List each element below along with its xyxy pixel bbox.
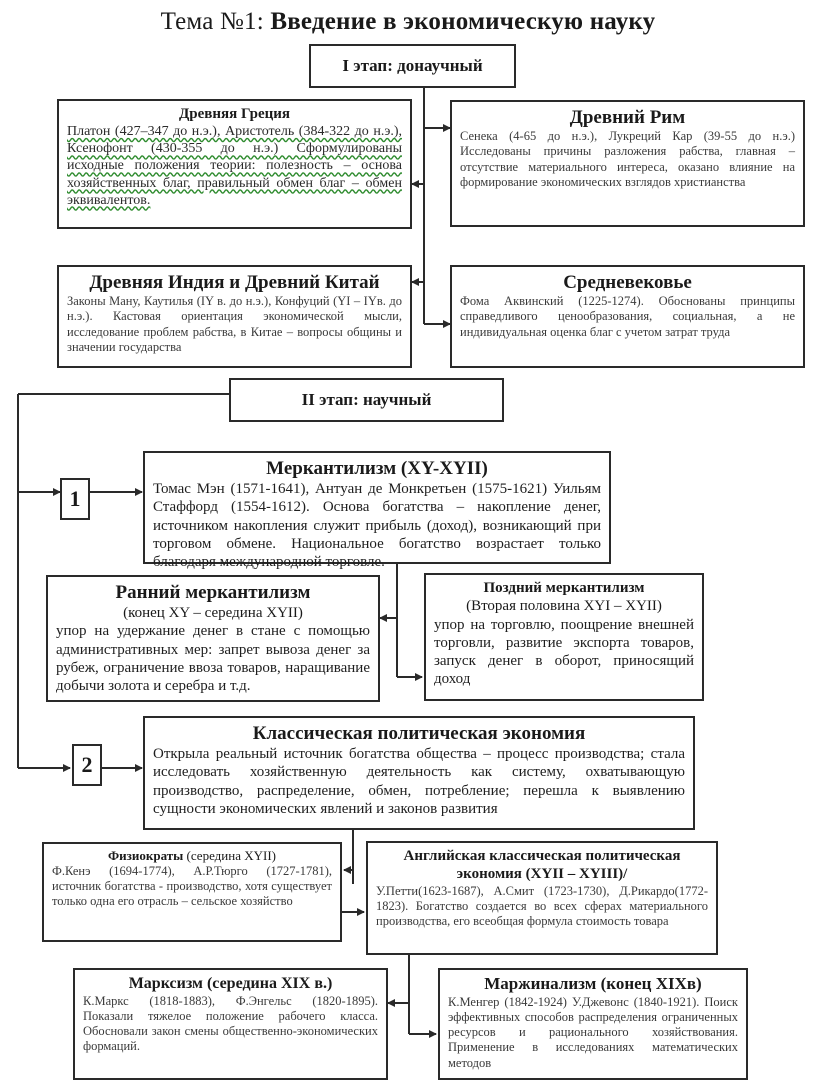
box-mercantilism bbox=[143, 451, 611, 571]
box-english-classical bbox=[366, 841, 718, 955]
marxism-text: К.Маркс (1818-1883), Ф.Энгельс (1820-1895). Показали тяжелое положение рабочего класса. Обосновали закон смены общественно-экономических формаций. bbox=[83, 993, 378, 1054]
physiocrats-text: Ф.Кенэ (1694-1774), А.Р.Тюрго (1727-1781), источник богатства - производство, хотя существует только одна его отрасль – сельское хозяйство bbox=[52, 863, 332, 909]
early-mercantilism-period: (конец XY – середина XYII) bbox=[123, 605, 303, 622]
classical-text: Открыла реальный источник богатства общества – процесс производства; стала исследовать хозяйственную деятельность как систему, охватывающую производство, распределение, обмен, потребление; перешла к выявлению сущности экономических явлений и законов развития bbox=[153, 746, 685, 818]
middle-ages-heading: Средневековье bbox=[563, 272, 692, 293]
english-classical-text: У.Петти(1623-1687), А.Смит (1723-1730), Д.Рикардо(1772-1823). Богатство создается во всех сферах материального производства, его всеобщая формула стоимость товара bbox=[376, 883, 708, 929]
box-middle-ages bbox=[450, 265, 805, 368]
box-physiocrats bbox=[42, 842, 342, 942]
stage-1-box bbox=[309, 44, 516, 88]
mercantilism-heading: Меркантилизм (XY-XYII) bbox=[266, 458, 488, 479]
box-marxism bbox=[73, 968, 388, 1080]
box-early-mercantilism bbox=[46, 575, 380, 702]
mercantilism-text: Томас Мэн (1571-1641), Антуан де Монкретьен (1575-1621) Уильям Стаффорд (1554-1612). Основа богатства – накопление денег, источником накопления служит прибыль (доход), возникающий при торговом обмене. Национальное богатство возрастает только благодаря международной торговле. bbox=[153, 481, 601, 571]
title-main: Введение в экономическую науку bbox=[270, 8, 656, 35]
middle-ages-text: Фома Аквинский (1225-1274). Обоснованы принципы справедливого ценообразования, социальная, а не индивидуальная оценка благ с учетом затрат труда bbox=[460, 294, 795, 339]
stage-2-box bbox=[229, 378, 504, 422]
india-china-text: Законы Ману, Каутилья (IY в. до н.э.), Конфуций (YI – IYв. до н.э.). Кастовая ориентация экономической мысли, исследование проблем рабства, в Китае – вопросы общины и значении государства bbox=[67, 294, 402, 354]
greece-text: Платон (427–347 до н.э.), Аристотель (384-322 до н.э.), Ксенофонт (430-355 до н.э.) Сформулированы исходные положения теории: полезность – основа хозяйственных благ, правильный обмен благ – обмен эквивалентов. bbox=[67, 124, 402, 208]
box-late-mercantilism bbox=[424, 573, 704, 701]
box-classical-political-economy bbox=[143, 716, 695, 830]
marker-1: 1 bbox=[60, 478, 90, 520]
box-marginalism bbox=[438, 968, 748, 1080]
page-title bbox=[0, 8, 816, 36]
title-prefix: Тема №1: bbox=[160, 8, 271, 35]
late-mercantilism-period: (Вторая половина XYI – XYII) bbox=[466, 598, 662, 615]
marker-2: 2 bbox=[72, 744, 102, 786]
marxism-heading: Марксизм (середина XIX в.) bbox=[128, 975, 333, 992]
classical-heading: Классическая политическая экономия bbox=[252, 723, 586, 744]
rome-heading: Древний Рим bbox=[569, 107, 686, 128]
box-ancient-greece bbox=[57, 99, 412, 229]
rome-text: Сенека (4-65 до н.э.), Лукреций Кар (39-55 до н.э.) Исследованы причины разложения рабства, главная – отсутствие материального интереса, оказано влияние на формирование экономических взглядов христианства bbox=[460, 129, 795, 189]
marginalism-heading: Маржинализм (конец XIXв) bbox=[484, 974, 702, 993]
stage-2-label: II этап: научный bbox=[301, 389, 432, 409]
late-mercantilism-heading: Поздний меркантилизм bbox=[483, 580, 645, 596]
late-mercantilism-text: упор на торговлю, поощрение внешней торговли, развитие экспорта товаров, запуск денег в оборот, приносящий доход bbox=[434, 616, 694, 688]
early-mercantilism-text: упор на удержание денег в стане с помощью административных мер: запрет вывоза денег за рубеж, ограничение ввоза товаров, наращивание добычи золота и серебра и т.д. bbox=[56, 623, 370, 695]
marginalism-text: К.Менгер (1842-1924) У.Джевонс (1840-1921). Поиск эффективных способов распределения ограниченных ресурсов и рационального хозяйствования. Применение в исследованиях математических методов bbox=[448, 994, 738, 1070]
box-ancient-india-china bbox=[57, 265, 412, 368]
india-china-heading: Древняя Индия и Древний Китай bbox=[89, 272, 380, 293]
greece-heading: Древняя Греция bbox=[178, 106, 291, 122]
early-mercantilism-heading: Ранний меркантилизм bbox=[115, 582, 311, 603]
english-classical-heading: Английская классическая политическая экономия (XYII – XYIII)/ bbox=[403, 848, 681, 883]
box-ancient-rome bbox=[450, 100, 805, 227]
physiocrats-heading: Физиократы (середина XYII) bbox=[108, 848, 276, 863]
stage-1-label: I этап: донаучный bbox=[342, 55, 483, 75]
